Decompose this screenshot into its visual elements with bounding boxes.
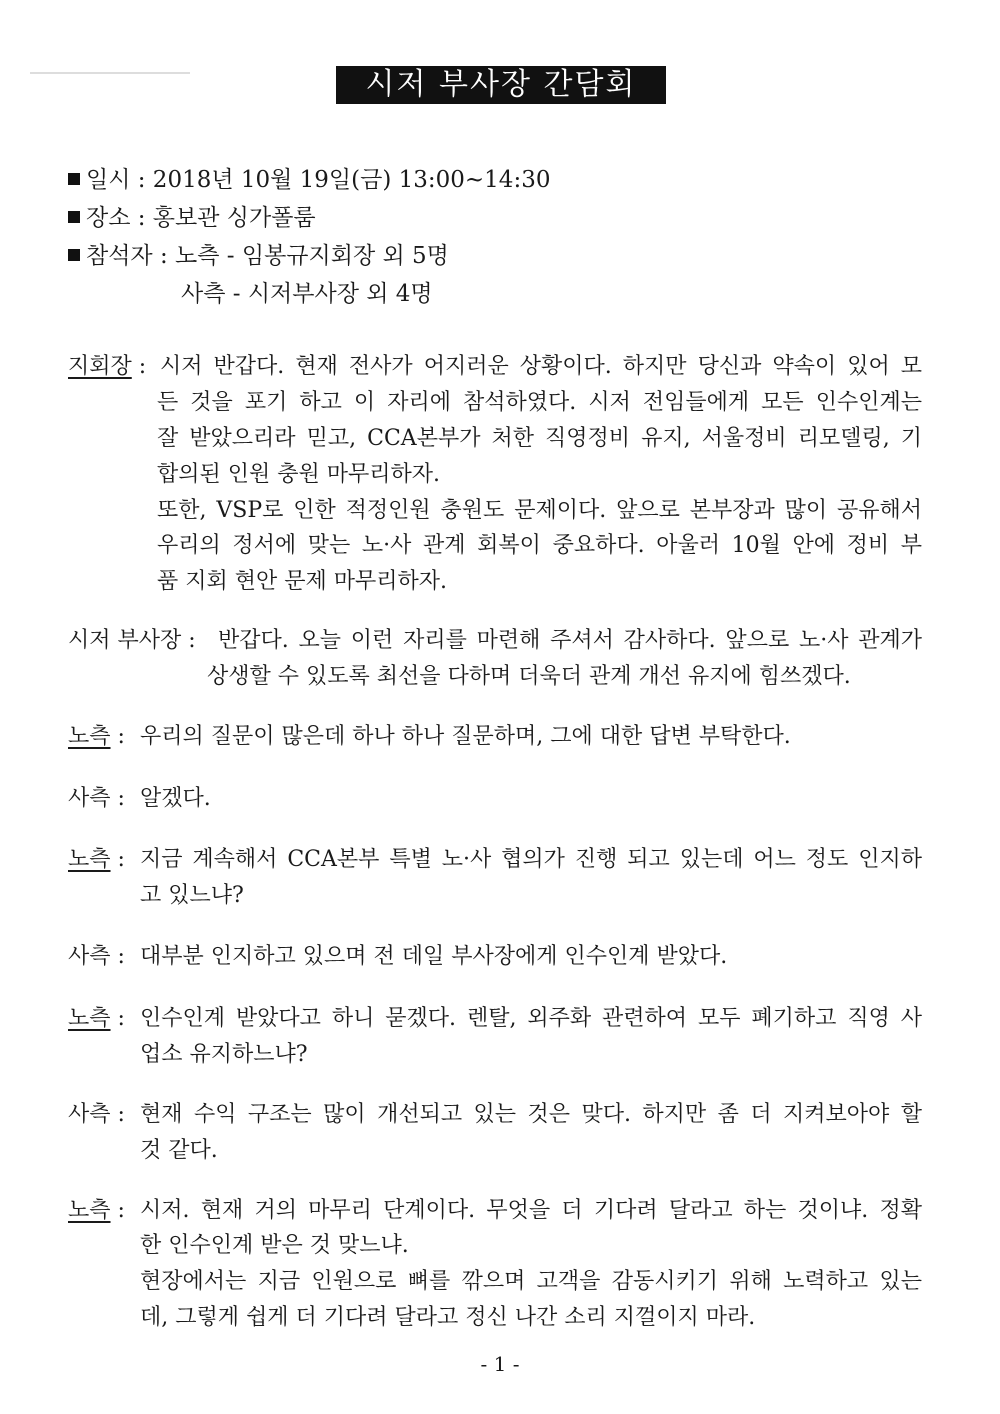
dialogue-line: 시저 반갑다. 현재 전사가 어지러운 상황이다. 하지만 당신과 약속이 있어 모	[160, 354, 922, 379]
info-date: 일시 : 2018년 10월 19일(금) 13:00~14:30	[68, 165, 550, 195]
dialogue-line: 알겠다.	[140, 786, 211, 811]
speaker-label: 시저 부사장 :	[68, 628, 196, 653]
dialogue-line: 우리의 정서에 맞는 노·사 관계 회복이 중요하다. 아울러 10월 안에 정비 부	[157, 533, 922, 558]
dialogue-line: 업소 유지하느냐?	[140, 1042, 308, 1067]
dialogue-line: 데, 그렇게 쉽게 더 기다려 달라고 정신 나간 소리 지껄이지 마라.	[140, 1305, 756, 1330]
dialogue-line: 것 같다.	[140, 1138, 218, 1163]
dialogue-line: 대부분 인지하고 있으며 전 데일 부사장에게 인수인계 받았다.	[140, 944, 728, 969]
speaker-label: 사측 :	[68, 786, 125, 811]
dialogue-line: 품 지회 현안 문제 마무리하자.	[157, 569, 447, 594]
speaker-label: 사측 :	[68, 1102, 125, 1127]
bullet-icon	[68, 173, 80, 185]
dialogue-line: 한 인수인계 받은 것 맞느냐.	[140, 1233, 409, 1258]
bullet-icon	[68, 249, 80, 261]
info-attendees: 참석자 : 노측 - 임봉규지회장 외 5명	[68, 241, 449, 271]
dialogue-line: 시저. 현재 거의 마무리 단계이다. 무엇을 더 기다려 달라고 하는 것이냐. 정확	[140, 1198, 922, 1223]
dialogue-line: 우리의 질문이 많은데 하나 하나 질문하며, 그에 대한 답변 부탁한다.	[140, 724, 791, 749]
info-place: 장소 : 홍보관 싱가폴룸	[68, 203, 316, 233]
dialogue-line: 인수인계 받았다고 하니 묻겠다. 렌탈, 외주화 관련하여 모두 폐기하고 직영 사	[140, 1006, 922, 1031]
speaker-label: 노측 :	[68, 724, 125, 749]
dialogue-line: 현장에서는 지금 인원으로 뼈를 깎으며 고객을 감동시키기 위해 노력하고 있는	[140, 1269, 922, 1294]
speaker-label: 노측 :	[68, 1006, 125, 1031]
speaker-label: 지회장 :	[68, 354, 147, 379]
dialogue-line: 지금 계속해서 CCA본부 특별 노·사 협의가 진행 되고 있는데 어느 정도 인지하	[140, 847, 922, 872]
dialogue-line: 반갑다. 오늘 이런 자리를 마련해 주셔서 감사하다. 앞으로 노·사 관계가	[218, 628, 922, 653]
bullet-icon	[68, 211, 80, 223]
dialogue-line: 현재 수익 구조는 많이 개선되고 있는 것은 맞다. 하지만 좀 더 지켜보아야 할	[140, 1102, 922, 1127]
dialogue-line: 합의된 인원 충원 마무리하자.	[157, 462, 440, 487]
dialogue-line: 또한, VSP로 인한 적정인원 충원도 문제이다. 앞으로 본부장과 많이 공유해서	[157, 498, 922, 523]
info-attendees-company: 사측 - 시저부사장 외 4명	[181, 281, 433, 307]
scan-artifact	[30, 72, 190, 74]
dialogue-line: 상생할 수 있도록 최선을 다하며 더욱더 관계 개선 유지에 힘쓰겠다.	[207, 664, 851, 689]
speaker-label: 노측 :	[68, 1198, 125, 1223]
speaker-label: 노측 :	[68, 847, 125, 872]
page-number: - 1 -	[480, 1352, 520, 1376]
dialogue-line: 잘 받았으리라 믿고, CCA본부가 처한 직영정비 유지, 서울정비 리모델링, 기	[157, 426, 922, 451]
speaker-label: 사측 :	[68, 944, 125, 969]
dialogue-line: 든 것을 포기 하고 이 자리에 참석하였다. 시저 전임들에게 모든 인수인계는	[157, 390, 922, 415]
page-title: 시저 부사장 간담회	[336, 66, 666, 104]
dialogue-line: 고 있느냐?	[140, 883, 244, 908]
